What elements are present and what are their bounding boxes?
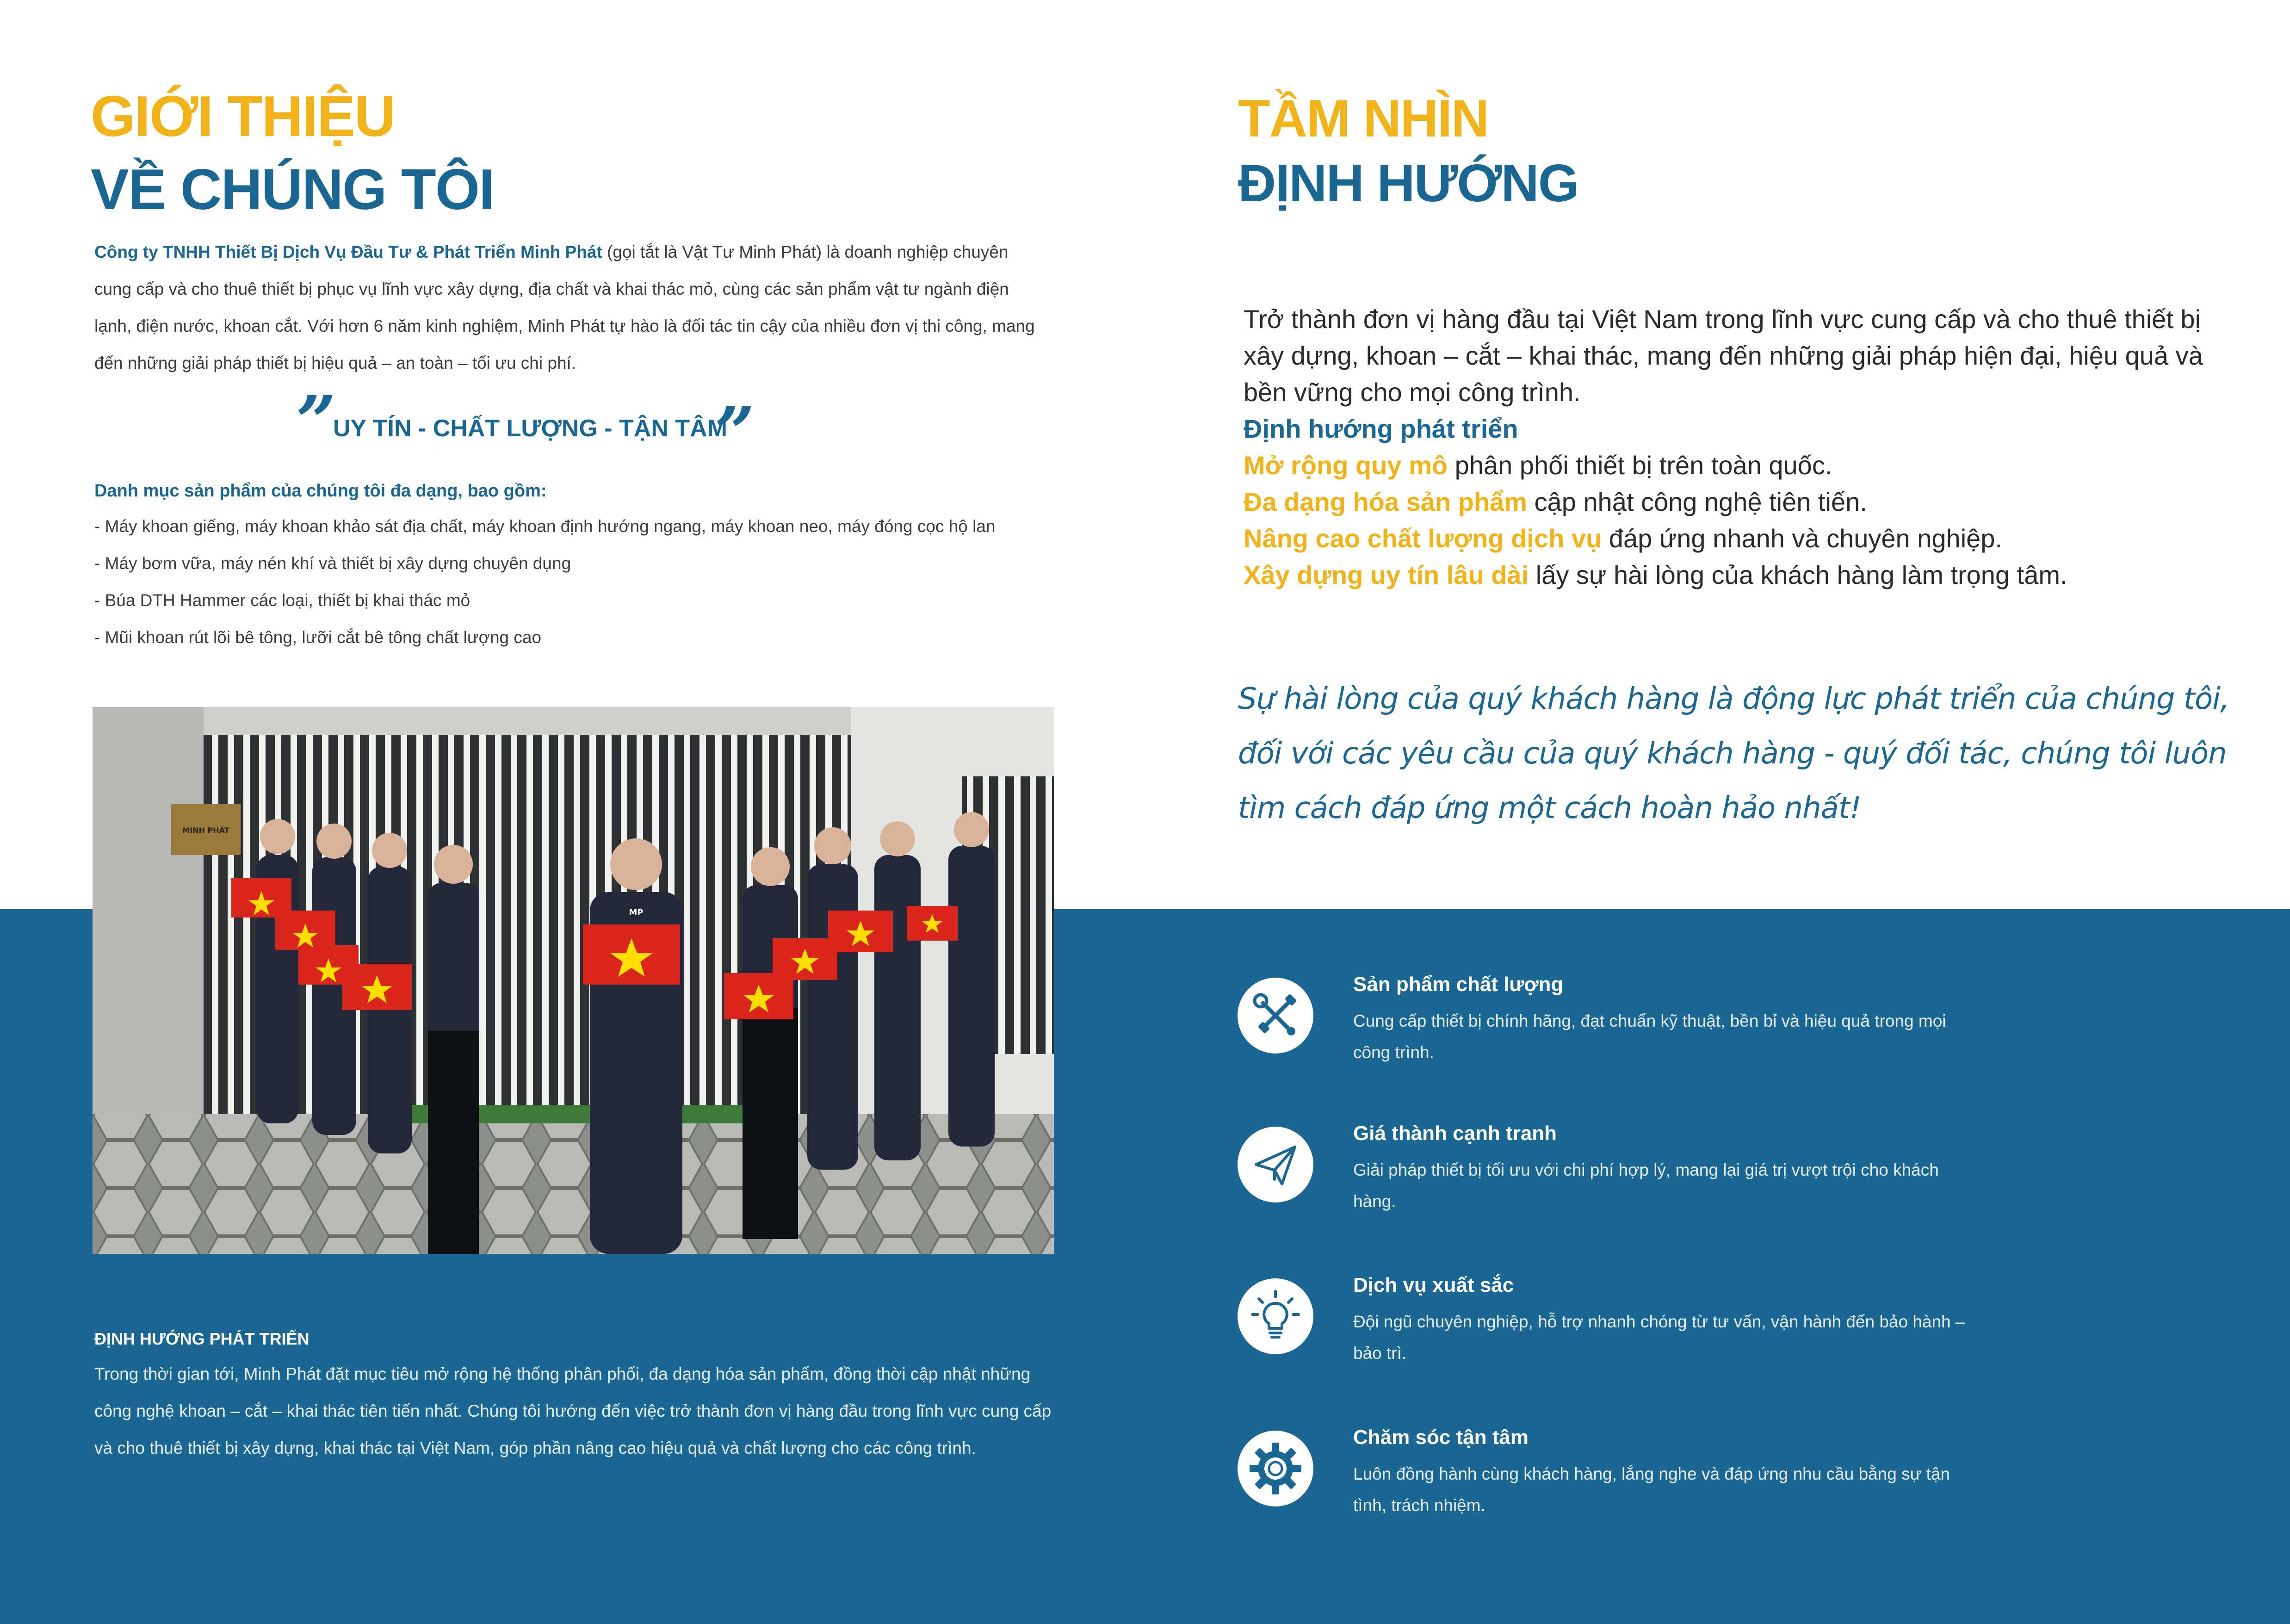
vision-item — [1244, 447, 2215, 483]
vision-statement-line: Trở thành đơn vị hàng đầu tại Việt Nam trong lĩnh vực cung cấp và cho thuê thiết bị — [1244, 304, 2201, 334]
feature-title: Giá thành cạnh tranh — [1353, 1122, 1557, 1145]
products-list — [94, 508, 1089, 656]
vision-item-highlight: Mở rộng quy mô — [1244, 451, 1448, 480]
feature-title: Chăm sóc tận tâm — [1353, 1426, 1529, 1449]
customer-quote — [1238, 672, 2279, 836]
vision-heading-line2: ĐỊNH HƯỚNG — [1238, 154, 1578, 213]
product-item: - Mũi khoan rút lõi bê tông, lưỡi cắt bê tông chất lượng cao — [94, 628, 542, 647]
team-photo-illustration — [93, 707, 1054, 1254]
about-heading-line2: VỀ CHÚNG TÔI — [91, 158, 494, 222]
sign-text: MINH PHÁT — [182, 826, 229, 835]
vision-item — [1244, 483, 2215, 520]
development-text: Trong thời gian tới, Minh Phát đặt mục tiêu mở rộng hệ thống phân phối, đa dạng hóa sản phẩm, đồng thời cập nhật những công nghệ khoan – cắt – khai thác tiên tiến nhất. Chúng tôi hướng đến việc trở thành đơn vị hàng đầu trong lĩnh vực cung cấp và cho thuê thiết bị xây dựng, khai thác tại Việt Nam, góp phần nâng cao hiệu quả và chất lượng cho các công trình. — [94, 1364, 1052, 1457]
feature-title: Sản phẩm chất lượng — [1353, 973, 1564, 996]
quote-line: tìm cách đáp ứng một cách hoàn hảo nhất! — [1238, 791, 1861, 825]
about-heading-line1: GIỚI THIỆU — [91, 85, 395, 149]
vision-heading-line1: TẦM NHÌN — [1238, 89, 1489, 148]
quote-line: đối với các yêu cầu của quý khách hàng - quý đối tác, chúng tôi luôn — [1238, 737, 2227, 771]
vision-item — [1244, 557, 2215, 593]
feature-title: Dịch vụ xuất sắc — [1353, 1274, 1514, 1296]
intro-paragraph — [94, 234, 1047, 382]
slogan-text: UY TÍN - CHẤT LƯỢNG - TẬN TÂM — [333, 415, 728, 442]
feature-price — [1238, 1122, 1978, 1238]
vision-item-text: cập nhật công nghệ tiên tiến. — [1527, 487, 1867, 516]
vision-item-highlight: Nâng cao chất lượng dịch vụ — [1244, 524, 1602, 553]
tools-icon — [1238, 978, 1313, 1054]
vision-subtitle: Định hướng phát triển — [1244, 414, 1518, 443]
team-photo — [93, 707, 1054, 1254]
open-quote-mark: ” — [296, 381, 336, 462]
company-name: Công ty TNHH Thiết Bị Dịch Vụ Đầu Tư & Phát Triển Minh Phát — [94, 242, 602, 261]
product-item: - Máy khoan giếng, máy khoan khảo sát địa chất, máy khoan định hướng ngang, máy khoan neo, máy đóng cọc hộ lan — [94, 517, 996, 536]
vision-item — [1244, 520, 2215, 557]
quote-line: Sự hài lòng của quý khách hàng là động lực phát triển của chúng tôi, — [1238, 682, 2229, 716]
close-quote-mark: ” — [715, 392, 755, 473]
vision-statement-line: bền vững cho mọi công trình. — [1244, 378, 1581, 407]
development-title: ĐỊNH HƯỚNG PHÁT TRIỂN — [94, 1329, 309, 1348]
intro-text: (gọi tắt là Vật Tư Minh Phát) là doanh nghiệp chuyên cung cấp và cho thuê thiết bị phục vụ lĩnh vực xây dựng, địa chất và khai thác mỏ, cùng các sản phẩm vật tư ngành điện lạnh, điện nước, khoan cắt. Với hơn 6 năm kinh nghiệm, Minh Phát tự hào là đối tác tin cậy của nhiều đơn vị thi công, mang đến những giải pháp thiết bị hiệu quả – an toàn – tối ưu chi phí. — [94, 242, 1035, 372]
feature-service — [1238, 1274, 1978, 1389]
vision-item-highlight: Đa dạng hóa sản phẩm — [1244, 487, 1527, 516]
vision-block — [1244, 301, 2215, 593]
paper-plane-icon — [1238, 1127, 1313, 1203]
vision-item-text: đáp ứng nhanh và chuyên nghiệp. — [1602, 524, 2002, 553]
feature-desc: Luôn đồng hành cùng khách hàng, lắng nghe và đáp ứng nhu cầu bằng sự tận tình, trách nhiệm. — [1353, 1464, 1950, 1515]
feature-quality — [1238, 973, 1978, 1089]
products-title: Danh mục sản phẩm của chúng tôi đa dạng, bao gồm: — [94, 481, 547, 501]
shirt-logo: MP — [629, 908, 644, 917]
feature-desc: Giải pháp thiết bị tối ưu với chi phí hợp lý, mang lại giá trị vượt trội cho khách hàng. — [1353, 1160, 1939, 1211]
vision-statement-line: xây dựng, khoan – cắt – khai thác, mang đến những giải pháp hiện đại, hiệu quả và — [1244, 341, 2203, 370]
feature-desc: Đội ngũ chuyên nghiệp, hỗ trợ nhanh chóng từ tư vấn, vận hành đến bảo hành – bảo trì. — [1353, 1312, 1965, 1363]
gear-icon — [1238, 1431, 1313, 1506]
vision-item-text: phân phối thiết bị trên toàn quốc. — [1448, 451, 1832, 480]
product-item: - Búa DTH Hammer các loại, thiết bị khai thác mỏ — [94, 591, 470, 610]
vision-item-highlight: Xây dựng uy tín lâu dài — [1244, 560, 1529, 589]
slogan-block — [296, 381, 805, 473]
feature-care — [1238, 1426, 1978, 1542]
vision-item-text: lấy sự hài lòng của khách hàng làm trọng tâm. — [1529, 560, 2067, 589]
product-item: - Máy bơm vữa, máy nén khí và thiết bị xây dựng chuyên dụng — [94, 554, 571, 573]
lightbulb-icon — [1238, 1278, 1313, 1354]
feature-desc: Cung cấp thiết bị chính hãng, đạt chuẩn kỹ thuật, bền bỉ và hiệu quả trong mọi công trình. — [1353, 1011, 1946, 1062]
